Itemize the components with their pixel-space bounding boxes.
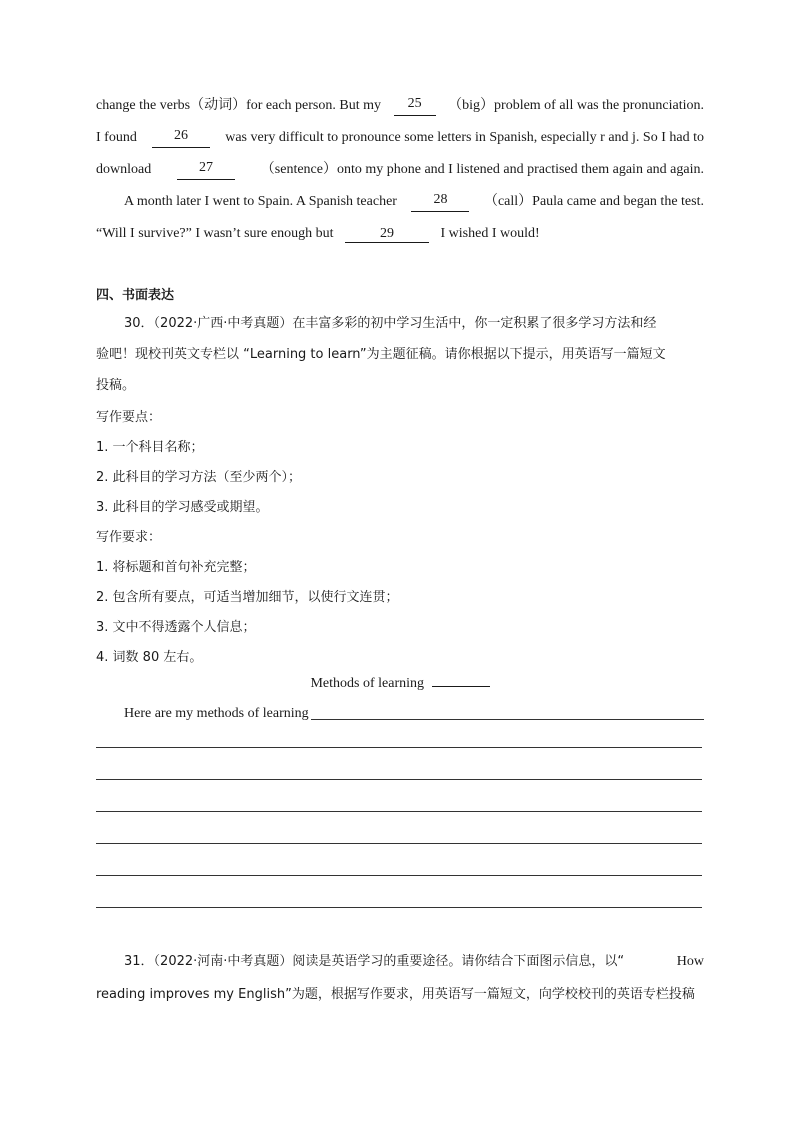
passage-text: I wished I would!	[440, 226, 540, 241]
first-sentence-text: Here are my methods of learning	[124, 706, 309, 721]
answer-line[interactable]	[96, 811, 702, 812]
blank-26[interactable]: 26	[152, 128, 210, 148]
answer-line[interactable]	[96, 907, 702, 908]
passage-line-5	[96, 224, 704, 244]
answer-line[interactable]	[96, 843, 702, 844]
passage-text: was very difficult to pronounce some letters in Spanish, especially r and j. So I had to	[225, 130, 704, 145]
writing-point: 3. 此科目的学习感受或期望。	[96, 500, 269, 515]
passage-line-4	[124, 192, 704, 212]
writing-point: 1. 一个科目名称；	[96, 440, 204, 455]
writing-points-label: 写作要点：	[96, 410, 162, 425]
passage-text: “Will I survive?” I wasn’t sure enough but	[96, 226, 334, 241]
writing-requirement: 1. 将标题和首句补充完整；	[96, 560, 256, 575]
first-sentence-blank[interactable]	[311, 704, 704, 720]
blank-29[interactable]: 29	[345, 226, 429, 243]
passage-text: （call）Paula came and began the test.	[483, 194, 704, 209]
essay-title-blank[interactable]	[432, 686, 490, 687]
blank-28[interactable]: 28	[411, 192, 469, 212]
writing-requirement: 3. 文中不得透露个人信息；	[96, 620, 256, 635]
passage-text: （sentence）onto my phone and I listened and practised them again and again.	[260, 162, 704, 177]
passage-text: download	[96, 162, 152, 177]
q30-stem-line-1: 30．（2022·广西·中考真题）在丰富多彩的初中学习生活中，你一定积累了很多学习方法和经	[124, 316, 657, 331]
q31-text: 31．（2022·河南·中考真题）阅读是英语学习的重要途径。请你结合下面图示信息，以“	[124, 954, 625, 969]
q31-text-en: How	[676, 954, 704, 969]
essay-title-text: Methods of learning	[310, 676, 425, 691]
answer-line[interactable]	[96, 747, 702, 748]
writing-point: 2. 此科目的学习方法（至少两个）；	[96, 470, 302, 485]
essay-title	[0, 674, 800, 694]
q31-stem-line-1	[124, 952, 704, 972]
blank-25[interactable]: 25	[394, 96, 436, 116]
essay-first-sentence	[124, 704, 704, 724]
answer-line[interactable]	[96, 779, 702, 780]
writing-requirement: 4. 词数 80 左右。	[96, 650, 203, 665]
passage-text: I found	[96, 130, 137, 145]
blank-27[interactable]: 27	[177, 160, 235, 180]
passage-line-2	[96, 128, 704, 148]
passage-text: （big）problem of all was the pronunciation.	[448, 98, 704, 113]
passage-line-1	[96, 96, 704, 116]
answer-line[interactable]	[96, 875, 702, 876]
writing-requirement: 2. 包含所有要点，可适当增加细节，以使行文连贯；	[96, 590, 399, 605]
passage-text: change the verbs（动词）for each person. But my	[96, 98, 381, 113]
passage-text: A month later I went to Spain. A Spanish teacher	[124, 194, 397, 209]
section-heading: 四、书面表达	[96, 288, 175, 303]
q30-stem-line-3: 投稿。	[96, 378, 136, 393]
q30-stem-line-2: 验吧！现校刊英文专栏以 “Learning to learn”为主题征稿。请你根据以下提示，用英语写一篇短文	[96, 347, 666, 362]
passage-line-3	[96, 160, 704, 180]
q31-stem-line-2: reading improves my English”为题，根据写作要求，用英语写一篇短文，向学校校刊的英语专栏投稿	[96, 987, 695, 1002]
writing-requirements-label: 写作要求：	[96, 530, 162, 545]
